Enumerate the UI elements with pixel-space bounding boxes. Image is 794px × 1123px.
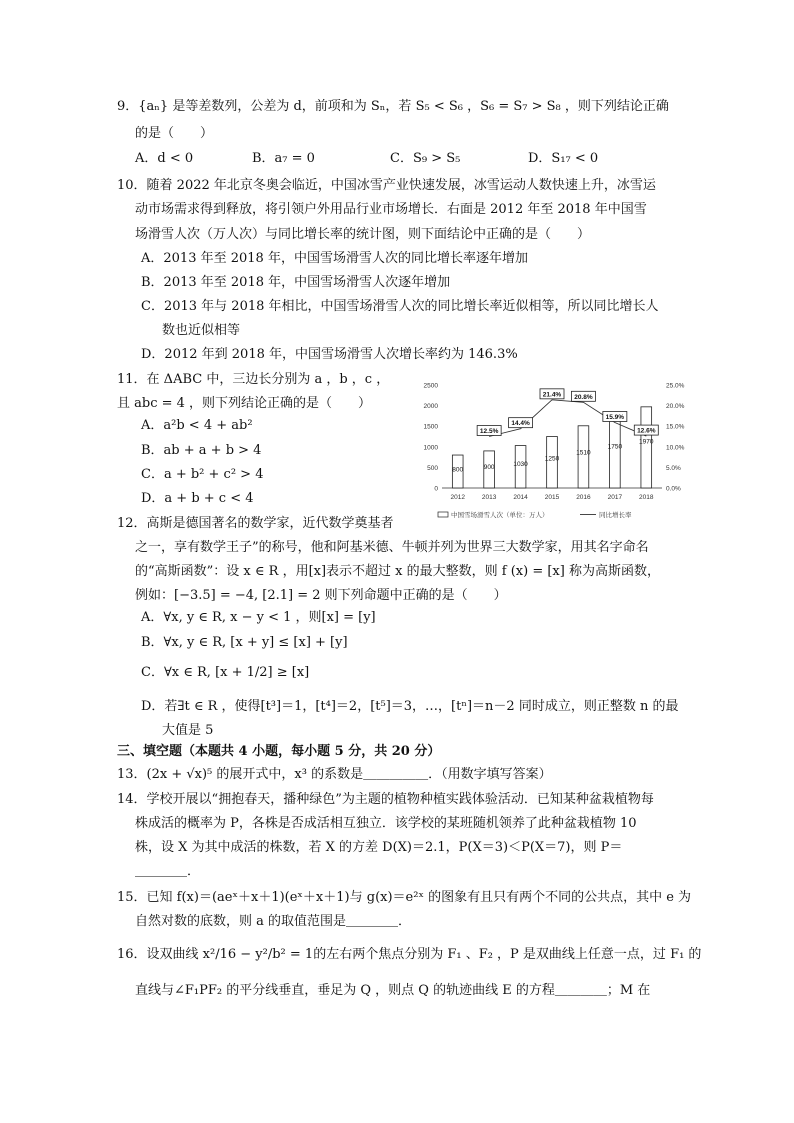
q14-line1: 14．学校开展以“拥抱春天，播种绿色”为主题的植物种植实践体验活动．已知某种盆栽植物每 (117, 792, 654, 807)
q11-line1: 11．在 ΔABC 中，三边长分别为 a ，b ，c ， (117, 372, 390, 387)
q12-line3: 的“高斯函数”：设 x ∈ R ，用[x]表示不超过 x 的最大整数，则 f (x) = [x] 称为高斯函数， (135, 564, 660, 579)
bar-data-label: 1750 (607, 443, 623, 451)
bar-data-label: 900 (483, 463, 495, 471)
x-tick-label: 2012 (450, 494, 465, 501)
q10-option-c: C．2013 年与 2018 年相比，中国雪场滑雪人次的同比增长率近似相等，所以同比增长人 (141, 299, 659, 314)
q12-option-b: B．∀x, y ∈ R, [x + y] ≤ [x] + [y] (141, 635, 348, 650)
q12-option-d-cont: 大值是 5 (162, 723, 214, 738)
bar-data-label: 1250 (544, 455, 560, 463)
q14-line4: ＿＿＿＿． (135, 864, 201, 879)
q10-option-b: B．2013 年至 2018 年，中国雪场滑雪人次逐年增加 (141, 275, 451, 290)
y2-tick-label: 5.0% (666, 464, 681, 472)
q9-option-c: C．S₉ > S₅ (390, 151, 461, 166)
rate-data-label: 12.6% (637, 427, 656, 435)
q12-option-a: A．∀x, y ∈ R, x − y < 1 ，则[x] = [y] (141, 610, 376, 625)
q11-option-b: B．ab + a + b > 4 (141, 443, 262, 458)
q12-option-c: C．∀x ∈ R, [x + 1/2] ≥ [x] (141, 665, 310, 680)
q11-line2: 且 abc = 4 ，则下列结论正确的是（ ） (117, 396, 372, 411)
bar (641, 407, 652, 488)
q9-line2: 的是（ ） (135, 126, 214, 141)
bar-data-label: 1510 (576, 449, 591, 457)
x-tick-label: 2015 (544, 494, 560, 501)
y-tick-label: 2000 (423, 403, 438, 411)
q12-option-d: D．若∃t ∈ R ，使得[t³]＝1，[t⁴]＝2，[t⁵]＝3，…，[tⁿ]＝n－2 同时成立，则正整数 n 的最 (141, 699, 679, 714)
x-tick-label: 2018 (639, 494, 654, 501)
x-tick-label: 2014 (513, 494, 528, 501)
y2-tick-label: 20.0% (666, 403, 685, 411)
y-tick-label: 1000 (423, 444, 438, 452)
q12-line2: 之一，享有数学王子”的称号，他和阿基米德、牛顿并列为世界三大数学家，用其名字命名 (135, 540, 649, 555)
x-tick-label: 2013 (481, 494, 497, 501)
q15-line2: 自然对数的底数，则 a 的取值范围是＿＿＿＿． (135, 914, 412, 929)
q9-line1: 9．{aₙ} 是等差数列，公差为 d，前项和为 Sₙ，若 S₅ < S₆ ，S₆ = S₇ > S₈ ，则下列结论正确 (117, 99, 669, 114)
q16-line2: 直线与∠F₁PF₂ 的平分线垂直，垂足为 Q ，则点 Q 的轨迹曲线 E 的方程＿＿＿＿；M 在 (135, 983, 651, 998)
q9-option-a: A．d < 0 (135, 151, 194, 166)
y-tick-label: 500 (427, 464, 438, 472)
bar-data-label: 1030 (513, 460, 528, 468)
q10-option-c-cont: 数也近似相等 (162, 323, 241, 338)
q10-line2: 动市场需求得到释放，将引领户外用品行业市场增长．右面是 2012 年至 2018 年中国雪 (135, 202, 647, 217)
y2-tick-label: 25.0% (666, 382, 685, 390)
q11-option-c: C．a + b² + c² > 4 (141, 467, 264, 482)
rate-data-label: 12.5% (479, 428, 499, 435)
section-3-heading: 三、填空题（本题共 4 小题，每小题 5 分，共 20 分） (117, 744, 441, 759)
q14-line3: 株，设 X 为其中成活的株数，若 X 的方差 D(X)＝2.1，P(X＝3)＜P(X＝7)，则 P＝ (135, 840, 623, 855)
y-tick-label: 0 (434, 485, 438, 493)
y2-tick-label: 10.0% (666, 444, 685, 452)
x-tick-label: 2016 (576, 494, 591, 501)
q12-line1: 12．高斯是德国著名的数学家，近代数学奠基者 (117, 516, 394, 531)
q10-line1: 10．随着 2022 年北京冬奥会临近，中国冰雪产业快速发展，冰雪运动人数快速上升，冰雪运 (117, 178, 656, 193)
q9-option-b: B．a₇ = 0 (252, 151, 315, 166)
q14-line2: 株成活的概率为 P，各株是否成活相互独立．该学校的某班随机领养了此种盆栽植物 10 (135, 816, 637, 831)
x-tick-label: 2017 (607, 494, 623, 501)
rate-data-label: 15.9% (605, 413, 625, 421)
q13-line1: 13．(2x + √x)⁵ 的展开式中，x³ 的系数是＿＿＿＿＿．（用数字填写答案） (117, 767, 552, 782)
y2-tick-label: 0.0% (666, 485, 681, 493)
y-tick-label: 2500 (423, 382, 438, 390)
rate-data-label: 14.4% (511, 420, 530, 428)
q10-option-d: D．2012 年到 2018 年，中国雪场滑雪人次增长率约为 146.3% (141, 347, 518, 362)
rate-data-label: 21.4% (542, 391, 562, 399)
bar-data-label: 1970 (639, 438, 654, 446)
q9-option-d: D．S₁₇ < 0 (528, 151, 599, 166)
q15-line1: 15．已知 f(x)＝(aeˣ＋x＋1)(eˣ＋x＋1)与 g(x)＝e²ˣ 的图象有且只有两个不同的公共点，其中 e 为 (117, 890, 692, 905)
y2-tick-label: 15.0% (666, 423, 685, 431)
ski-visits-chart (410, 375, 690, 525)
legend-bar-label: 中国雪场滑雪人次（单位：万人） (451, 512, 549, 519)
rate-data-label: 20.8% (574, 393, 593, 401)
q10-option-a: A．2013 年至 2018 年，中国雪场滑雪人次的同比增长率逐年增加 (141, 251, 528, 266)
legend-line-label: 同比增长率 (599, 512, 632, 519)
y-tick-label: 1500 (423, 423, 438, 431)
bar-data-label: 800 (452, 466, 464, 474)
q10-line3: 场滑雪人次（万人次）与同比增长率的统计图，则下面结论中正确的是（ ） (135, 227, 591, 242)
legend-bar-swatch (438, 512, 448, 517)
bar (578, 426, 589, 488)
q12-line4: 例如：[−3.5] = −4, [2.1] = 2 则下列命题中正确的是（ ） (135, 588, 507, 603)
q11-option-a: A．a²b < 4 + ab² (141, 418, 253, 433)
q11-option-d: D．a + b + c < 4 (141, 491, 254, 506)
q16-line1: 16．设双曲线 x²/16 − y²/b² = 1的左右两个焦点分别为 F₁ 、F₂ ，P 是双曲线上任意一点，过 F₁ 的 (117, 947, 702, 962)
